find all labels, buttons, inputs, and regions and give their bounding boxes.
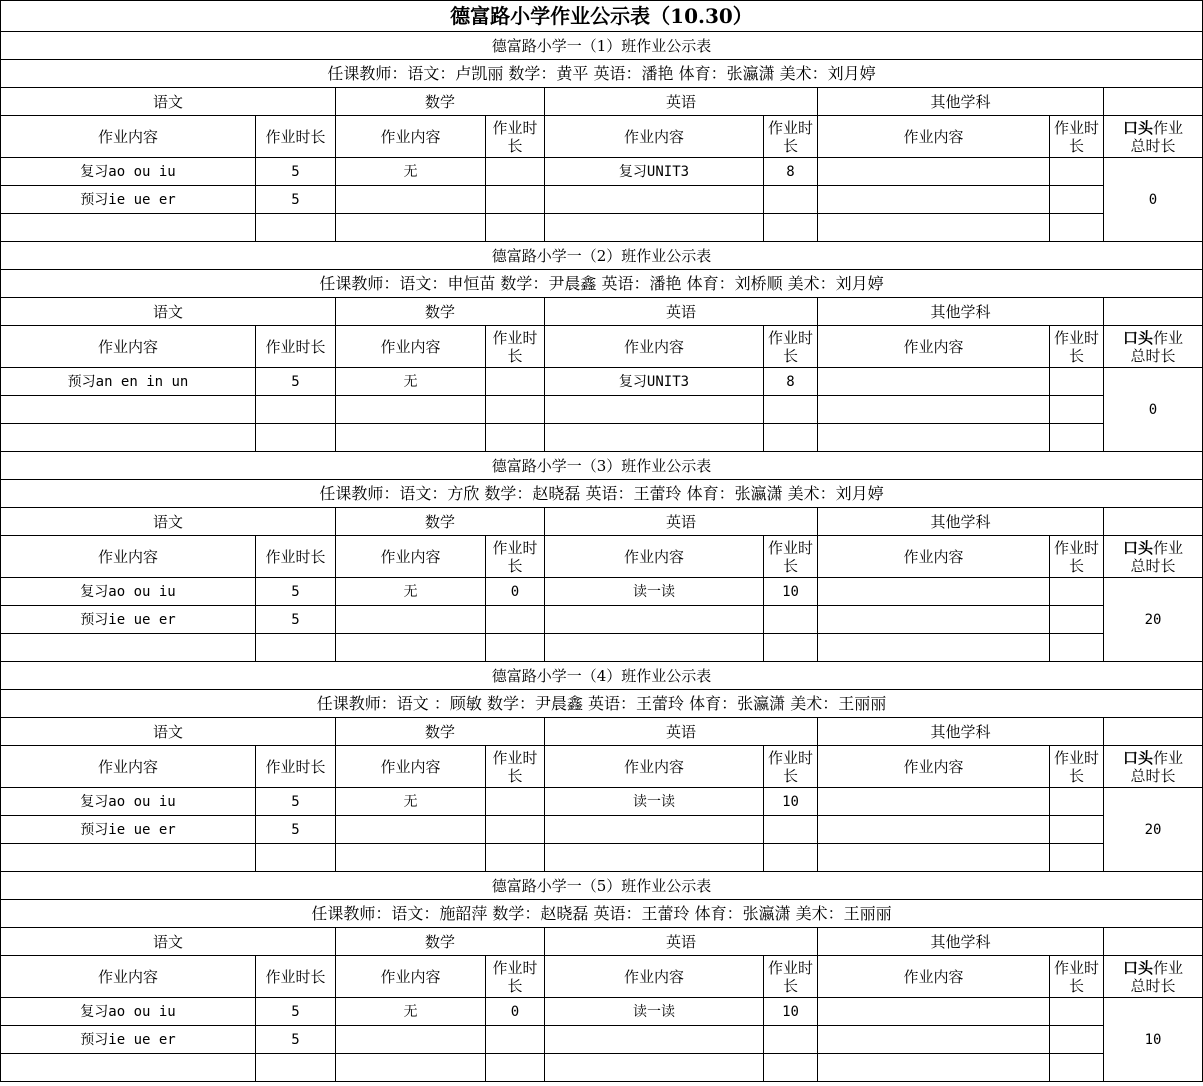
subject-other: 其他学科 (818, 88, 1104, 116)
homework-cell: 5 (256, 606, 336, 634)
homework-cell (818, 368, 1050, 396)
oral-total-label (1123, 749, 1183, 785)
subject-math: 数学 (336, 88, 545, 116)
homework-cell (1050, 214, 1104, 242)
oral-rest-label: 作业 总时长 (1130, 748, 1184, 785)
col-oral-total (1104, 326, 1203, 368)
col-duration-other: 作业时 长 (1050, 746, 1104, 788)
class-name: 德富路小学一（3）班作业公示表 (0, 452, 1203, 480)
homework-cell: 无 (336, 788, 486, 816)
homework-cell: 复习ao ou iu (0, 158, 256, 186)
homework-cell: 5 (256, 788, 336, 816)
col-content-math: 作业内容 (336, 956, 486, 998)
homework-cell (818, 998, 1050, 1026)
homework-cell: 10 (764, 788, 818, 816)
col-oral-total (1104, 116, 1203, 158)
homework-cell (256, 1054, 336, 1082)
class-name: 德富路小学一（2）班作业公示表 (0, 242, 1203, 270)
homework-cell (1050, 844, 1104, 872)
oral-total-value: 20 (1104, 788, 1203, 872)
homework-cell: 0 (486, 998, 545, 1026)
homework-cell: 5 (256, 186, 336, 214)
subject-english: 英语 (545, 88, 818, 116)
homework-cell: 预习ie ue er (0, 1026, 256, 1054)
subject-other: 其他学科 (818, 928, 1104, 956)
oral-rest-label: 作业 总时长 (1130, 538, 1184, 575)
homework-cell (1050, 368, 1104, 396)
oral-rest-label: 作业 总时长 (1130, 118, 1184, 155)
homework-cell: 复习UNIT3 (545, 158, 764, 186)
homework-cell (256, 214, 336, 242)
col-duration-math: 作业时 长 (486, 956, 545, 998)
homework-cell (1050, 578, 1104, 606)
homework-cell (336, 606, 486, 634)
homework-cell: 8 (764, 368, 818, 396)
teacher-list: 任课教师：语文：方欣 数学：赵晓磊 英语：王蕾玲 体育：张瀛潇 美术：刘月婷 (0, 480, 1203, 508)
subject-blank (1104, 508, 1203, 536)
homework-cell (336, 186, 486, 214)
homework-cell (764, 844, 818, 872)
homework-cell: 预习ie ue er (0, 816, 256, 844)
col-content-english: 作业内容 (545, 956, 764, 998)
homework-cell (764, 606, 818, 634)
col-content-chinese: 作业内容 (0, 116, 256, 158)
col-duration-english: 作业时 长 (764, 536, 818, 578)
col-content-chinese: 作业内容 (0, 956, 256, 998)
homework-cell (1050, 788, 1104, 816)
col-content-math: 作业内容 (336, 116, 486, 158)
class-name: 德富路小学一（5）班作业公示表 (0, 872, 1203, 900)
homework-cell (545, 1026, 764, 1054)
homework-cell (336, 1054, 486, 1082)
homework-cell (545, 606, 764, 634)
homework-cell: 8 (764, 158, 818, 186)
homework-cell (764, 214, 818, 242)
homework-cell (486, 788, 545, 816)
homework-cell (486, 816, 545, 844)
oral-total-label (1123, 119, 1183, 155)
col-duration-math: 作业时 长 (486, 326, 545, 368)
homework-cell: 10 (764, 998, 818, 1026)
oral-total-label (1123, 329, 1183, 365)
homework-cell (0, 424, 256, 452)
homework-cell (486, 1054, 545, 1082)
col-duration-other: 作业时 长 (1050, 536, 1104, 578)
homework-cell: 预习ie ue er (0, 606, 256, 634)
subject-other: 其他学科 (818, 298, 1104, 326)
homework-cell (0, 214, 256, 242)
homework-cell: 读一读 (545, 788, 764, 816)
homework-cell (486, 424, 545, 452)
col-content-other: 作业内容 (818, 326, 1050, 368)
col-content-chinese: 作业内容 (0, 746, 256, 788)
subject-other: 其他学科 (818, 508, 1104, 536)
col-duration-other: 作业时 长 (1050, 116, 1104, 158)
col-content-english: 作业内容 (545, 116, 764, 158)
class-name: 德富路小学一（4）班作业公示表 (0, 662, 1203, 690)
subject-math: 数学 (336, 928, 545, 956)
homework-cell (256, 424, 336, 452)
subject-blank (1104, 718, 1203, 746)
homework-cell (818, 158, 1050, 186)
homework-cell (336, 634, 486, 662)
homework-cell (1050, 186, 1104, 214)
col-duration-math: 作业时 长 (486, 746, 545, 788)
oral-bold-label: 口头 (1122, 958, 1153, 977)
homework-cell: 复习ao ou iu (0, 578, 256, 606)
col-oral-total (1104, 536, 1203, 578)
col-duration-chinese: 作业时长 (256, 746, 336, 788)
homework-cell (1050, 158, 1104, 186)
homework-cell (336, 844, 486, 872)
homework-cell: 5 (256, 816, 336, 844)
subject-other: 其他学科 (818, 718, 1104, 746)
homework-cell (486, 214, 545, 242)
homework-cell (818, 214, 1050, 242)
subject-english: 英语 (545, 718, 818, 746)
subject-blank (1104, 928, 1203, 956)
sheet-title: 德富路小学作业公示表（10.30） (0, 0, 1203, 32)
homework-cell: 10 (764, 578, 818, 606)
homework-cell (1050, 606, 1104, 634)
homework-cell: 无 (336, 158, 486, 186)
oral-total-label (1123, 539, 1183, 575)
subject-chinese: 语文 (0, 718, 336, 746)
oral-bold-label: 口头 (1122, 328, 1153, 347)
oral-total-label (1123, 959, 1183, 995)
homework-cell (1050, 424, 1104, 452)
homework-cell (818, 186, 1050, 214)
homework-cell (545, 634, 764, 662)
homework-cell (336, 396, 486, 424)
col-content-math: 作业内容 (336, 536, 486, 578)
teacher-list: 任课教师：语文：卢凯丽 数学：黄平 英语：潘艳 体育：张瀛潇 美术：刘月婷 (0, 60, 1203, 88)
homework-cell (818, 606, 1050, 634)
homework-cell (256, 396, 336, 424)
homework-cell (545, 844, 764, 872)
oral-bold-label: 口头 (1122, 538, 1153, 557)
homework-cell: 5 (256, 368, 336, 396)
homework-cell (764, 1054, 818, 1082)
homework-cell (545, 186, 764, 214)
col-duration-english: 作业时 长 (764, 746, 818, 788)
homework-cell: 预习an en in un (0, 368, 256, 396)
subject-blank (1104, 298, 1203, 326)
subject-english: 英语 (545, 298, 818, 326)
homework-cell (764, 396, 818, 424)
homework-cell (818, 816, 1050, 844)
homework-cell (0, 844, 256, 872)
col-oral-total (1104, 746, 1203, 788)
col-content-english: 作业内容 (545, 536, 764, 578)
homework-cell (818, 424, 1050, 452)
homework-cell (486, 368, 545, 396)
col-content-english: 作业内容 (545, 746, 764, 788)
col-duration-other: 作业时 长 (1050, 956, 1104, 998)
homework-cell: 复习UNIT3 (545, 368, 764, 396)
homework-cell: 读一读 (545, 578, 764, 606)
subject-english: 英语 (545, 508, 818, 536)
subject-english: 英语 (545, 928, 818, 956)
homework-cell (256, 634, 336, 662)
homework-cell (764, 634, 818, 662)
col-content-other: 作业内容 (818, 956, 1050, 998)
teacher-list: 任课教师：语文：申恒苗 数学：尹晨鑫 英语：潘艳 体育：刘桥顺 美术：刘月婷 (0, 270, 1203, 298)
col-duration-chinese: 作业时长 (256, 116, 336, 158)
homework-cell (545, 214, 764, 242)
oral-bold-label: 口头 (1122, 748, 1153, 767)
oral-rest-label: 作业 总时长 (1130, 328, 1184, 365)
homework-cell (545, 424, 764, 452)
oral-total-value: 20 (1104, 578, 1203, 662)
subject-chinese: 语文 (0, 928, 336, 956)
homework-cell (818, 788, 1050, 816)
homework-cell: 无 (336, 368, 486, 396)
col-duration-math: 作业时 长 (486, 116, 545, 158)
homework-cell: 复习ao ou iu (0, 998, 256, 1026)
col-duration-math: 作业时 长 (486, 536, 545, 578)
homework-cell (764, 1026, 818, 1054)
homework-cell (1050, 998, 1104, 1026)
homework-cell (336, 214, 486, 242)
teacher-list: 任课教师：语文：施韶萍 数学：赵晓磊 英语：王蕾玲 体育：张瀛潇 美术：王丽丽 (0, 900, 1203, 928)
homework-cell: 5 (256, 158, 336, 186)
homework-cell (818, 396, 1050, 424)
oral-total-value: 0 (1104, 158, 1203, 242)
homework-cell (1050, 634, 1104, 662)
col-duration-other: 作业时 长 (1050, 326, 1104, 368)
subject-math: 数学 (336, 298, 545, 326)
homework-cell (256, 844, 336, 872)
col-content-other: 作业内容 (818, 116, 1050, 158)
homework-cell (545, 816, 764, 844)
homework-cell: 5 (256, 578, 336, 606)
homework-cell (486, 634, 545, 662)
col-duration-chinese: 作业时长 (256, 326, 336, 368)
homework-cell: 预习ie ue er (0, 186, 256, 214)
homework-cell: 读一读 (545, 998, 764, 1026)
homework-cell (818, 578, 1050, 606)
col-oral-total (1104, 956, 1203, 998)
col-content-math: 作业内容 (336, 326, 486, 368)
homework-cell (545, 396, 764, 424)
homework-cell (486, 186, 545, 214)
homework-cell: 无 (336, 998, 486, 1026)
homework-cell (818, 844, 1050, 872)
col-duration-chinese: 作业时长 (256, 956, 336, 998)
homework-cell (486, 158, 545, 186)
subject-chinese: 语文 (0, 88, 336, 116)
homework-cell (545, 1054, 764, 1082)
subject-math: 数学 (336, 718, 545, 746)
col-duration-chinese: 作业时长 (256, 536, 336, 578)
class-name: 德富路小学一（1）班作业公示表 (0, 32, 1203, 60)
homework-cell (486, 606, 545, 634)
homework-cell (336, 424, 486, 452)
homework-cell (818, 1026, 1050, 1054)
subject-math: 数学 (336, 508, 545, 536)
homework-cell (486, 1026, 545, 1054)
homework-cell (336, 816, 486, 844)
homework-cell (1050, 1054, 1104, 1082)
homework-cell: 5 (256, 998, 336, 1026)
homework-cell (1050, 396, 1104, 424)
homework-cell (336, 1026, 486, 1054)
homework-cell: 复习ao ou iu (0, 788, 256, 816)
subject-blank (1104, 88, 1203, 116)
teacher-list: 任课教师：语文 ：顾敏 数学：尹晨鑫 英语：王蕾玲 体育：张瀛潇 美术：王丽丽 (0, 690, 1203, 718)
subject-chinese: 语文 (0, 298, 336, 326)
col-content-chinese: 作业内容 (0, 326, 256, 368)
homework-cell (818, 634, 1050, 662)
oral-total-value: 0 (1104, 368, 1203, 452)
homework-cell (1050, 816, 1104, 844)
oral-rest-label: 作业 总时长 (1130, 958, 1184, 995)
col-duration-english: 作业时 长 (764, 116, 818, 158)
oral-total-value: 10 (1104, 998, 1203, 1082)
homework-cell (1050, 1026, 1104, 1054)
homework-cell (486, 396, 545, 424)
homework-cell (0, 634, 256, 662)
col-content-english: 作业内容 (545, 326, 764, 368)
homework-cell: 0 (486, 578, 545, 606)
homework-cell (486, 844, 545, 872)
col-duration-english: 作业时 长 (764, 326, 818, 368)
homework-cell (764, 816, 818, 844)
col-duration-english: 作业时 长 (764, 956, 818, 998)
col-content-chinese: 作业内容 (0, 536, 256, 578)
subject-chinese: 语文 (0, 508, 336, 536)
homework-cell (818, 1054, 1050, 1082)
oral-bold-label: 口头 (1122, 118, 1153, 137)
homework-cell: 无 (336, 578, 486, 606)
homework-cell (0, 396, 256, 424)
col-content-other: 作业内容 (818, 536, 1050, 578)
col-content-other: 作业内容 (818, 746, 1050, 788)
homework-cell (0, 1054, 256, 1082)
homework-cell: 5 (256, 1026, 336, 1054)
homework-cell (764, 424, 818, 452)
homework-cell (764, 186, 818, 214)
col-content-math: 作业内容 (336, 746, 486, 788)
